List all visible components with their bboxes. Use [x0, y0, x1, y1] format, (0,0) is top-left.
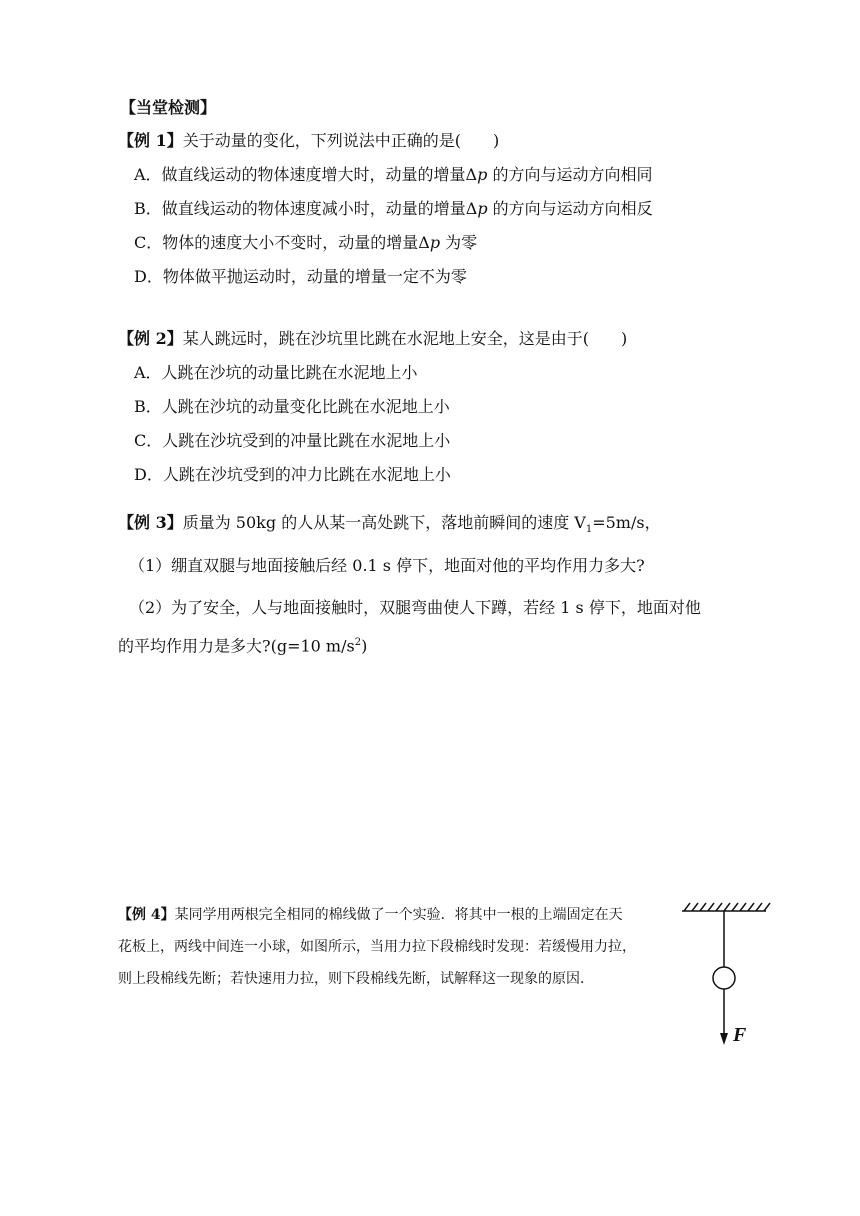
example-3-question-1: （1）绷直双腿与地面接触后经 0.1 s 停下，地面对他的平均作用力多大?: [129, 556, 645, 575]
option-text: C．物体的速度大小不变时，动量的增量Δ: [134, 233, 430, 252]
example-3-question-2-line-1: （2）为了安全，人与地面接触时，双腿弯曲使人下蹲，若经 1 s 停下，地面对他: [129, 598, 701, 617]
example-1-tag: 【例 1】: [118, 131, 183, 150]
example-1-stem: [118, 130, 499, 152]
option-text: D．物体做平抛运动时，动量的增量一定不为零: [134, 267, 467, 286]
example-3-question-2-line-2: [118, 632, 367, 657]
example-1-option-c: [134, 232, 477, 254]
option-text-tail: 的方向与运动方向相同: [487, 165, 653, 184]
example-3-stem: [118, 512, 661, 541]
exponent: 2: [354, 637, 362, 648]
example-4-text: 某同学用两根完全相同的棉线做了一个实验．将其中一根的上端固定在天: [174, 907, 623, 923]
example-2-option-a: A．人跳在沙坑的动量比跳在水泥地上小: [134, 363, 418, 382]
ball: [713, 967, 735, 989]
example-1-question: 关于动量的变化，下列说法中正确的是( ): [182, 131, 500, 150]
example-3-text-tail: =5m/s，: [592, 513, 661, 532]
example-4-tag: 【例 4】: [118, 907, 175, 923]
option-text: A．做直线运动的物体速度增大时，动量的增量Δ: [134, 165, 478, 184]
example-4-line-3: 则上段棉线先断；若快速用力拉，则下段棉线先断，试解释这一现象的原因．: [118, 971, 594, 987]
option-variable: p: [477, 165, 488, 184]
question-text-tail: ): [361, 636, 368, 656]
example-2-option-d: D．人跳在沙坑受到的冲力比跳在水泥地上小: [134, 465, 451, 484]
example-4-line-1: [118, 905, 623, 925]
example-3-text: 质量为 50kg 的人从某一高处跳下，落地前瞬间的速度 V: [182, 513, 586, 532]
option-variable: p: [429, 233, 441, 252]
velocity-subscript: 1: [585, 524, 593, 536]
question-text: 的平均作用力是多大?(g=10 m/s: [118, 636, 355, 656]
example-3-tag: 【例 3】: [118, 513, 183, 532]
example-1-option-a: [134, 164, 652, 186]
option-text-tail: 为零: [440, 233, 478, 252]
force-arrowhead: [720, 1033, 728, 1045]
example-4-line-2: 花板上，两线中间连一小球，如图所示，当用力拉下段棉线时发现：若缓慢用力拉，: [118, 939, 636, 955]
option-text-tail: 的方向与运动方向相反: [487, 199, 653, 218]
ceiling-ball-diagram: [670, 895, 780, 1055]
option-text: B．做直线运动的物体速度减小时，动量的增量Δ: [134, 199, 478, 218]
example-2-stem: [118, 328, 627, 350]
example-1-option-b: [134, 198, 653, 220]
example-2-tag: 【例 2】: [118, 329, 183, 348]
example-2-option-b: B．人跳在沙坑的动量变化比跳在水泥地上小: [134, 397, 450, 416]
option-variable: p: [477, 199, 488, 218]
example-2-question: 某人跳远时，跳在沙坑里比跳在水泥地上安全，这是由于( ): [182, 329, 628, 348]
force-label: F: [733, 1024, 747, 1046]
section-title: 【当堂检测】: [120, 98, 217, 117]
ceiling-hatching: [682, 903, 770, 911]
example-1-option-d: [134, 266, 467, 288]
example-2-option-c: C．人跳在沙坑受到的冲量比跳在水泥地上小: [134, 431, 451, 450]
